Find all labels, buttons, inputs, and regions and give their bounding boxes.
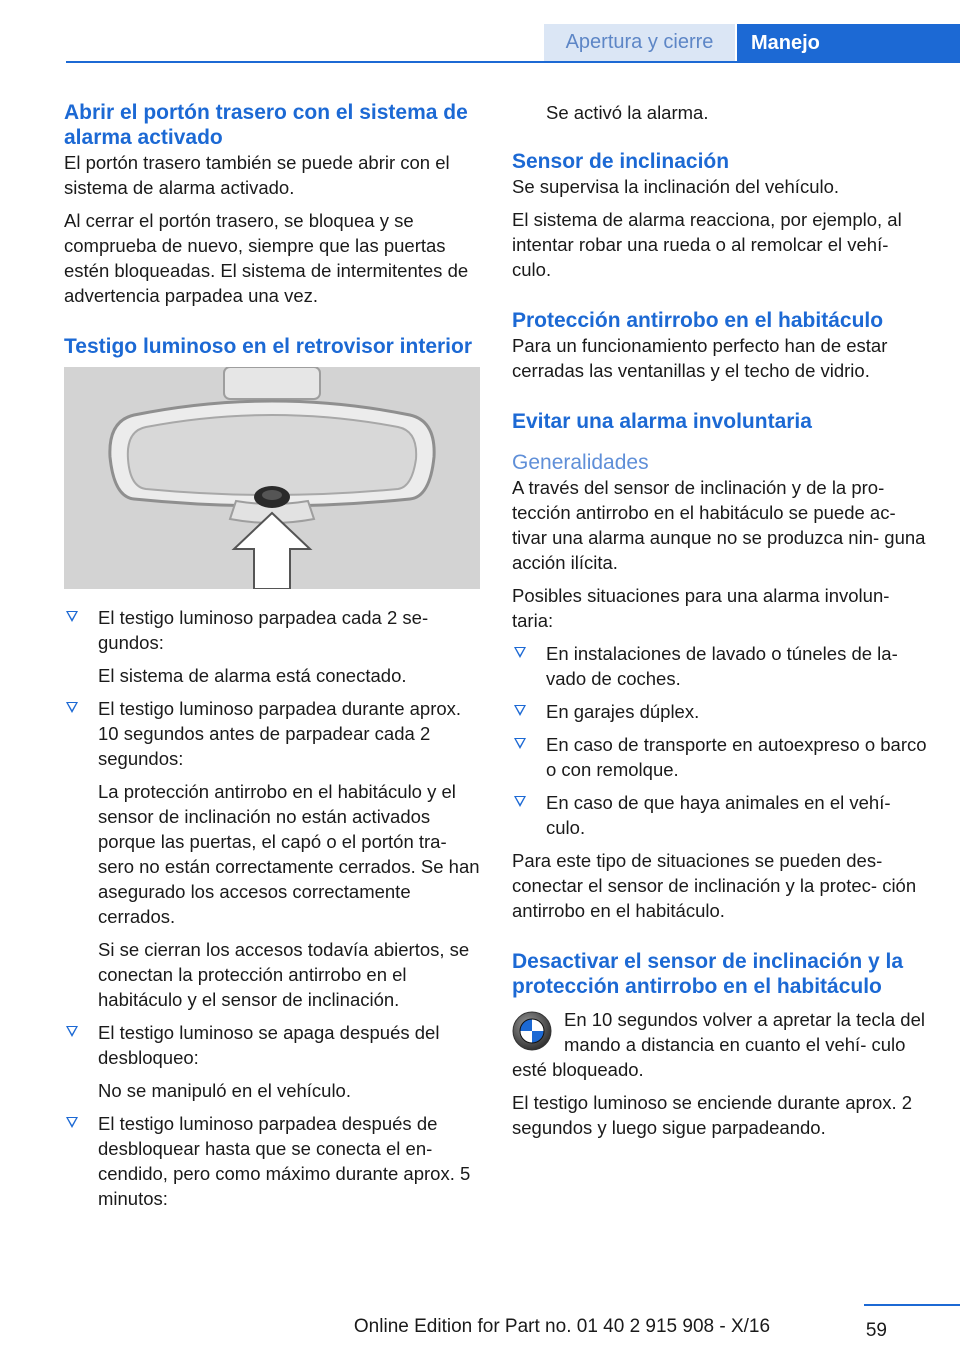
section-tab: Apertura y cierre	[544, 24, 735, 61]
paragraph: Para un funcionamiento perfecto han de estar cerradas las ventanillas y el techo de vidrio.	[512, 335, 888, 381]
triangle-bullet-icon	[66, 1117, 78, 1128]
list-item: El testigo luminoso parpadea después de desbloquear hasta que se conecta el en‐ cendido, pero como máximo durante aprox. 5 minutos:	[64, 1111, 480, 1211]
page-header	[0, 0, 960, 64]
triangle-bullet-icon	[514, 738, 526, 749]
triangle-bullet-icon	[514, 796, 526, 807]
triangle-bullet-icon	[66, 611, 78, 622]
list-continuation: Se activó la alarma.	[546, 102, 709, 123]
triangle-bullet-icon	[514, 647, 526, 658]
list-item: En caso de transporte en autoexpreso o barco o con remolque.	[512, 732, 928, 782]
paragraph: A través del sensor de inclinación y de la pro‐ tección antirrobo en el habitáculo se puede ac‐ tivar una alarma aunque no se produzca nin‐ guna acción ilícita.	[512, 477, 926, 573]
heading-interior-protection: Protección antirrobo en el habitáculo	[512, 309, 884, 332]
page-footer	[0, 1300, 960, 1362]
heading-general: Generalidades	[512, 451, 649, 474]
bmw-remote-button-icon	[512, 1011, 552, 1051]
situations-list	[512, 641, 928, 840]
online-edition-note: Online Edition for Part no. 01 40 2 915 908 - X/16	[353, 1316, 771, 1337]
list-item: El testigo luminoso parpadea cada 2 se‐ gundos: El sistema de alarma está conectado.	[64, 605, 480, 688]
paragraph-with-remote-button: En 10 segundos volver a apretar la tecla del mando a distancia en cuanto el vehí‐ culo esté bloqueado.	[512, 1009, 925, 1080]
paragraph: El testigo luminoso se enciende durante aprox. 2 segundos y luego sigue parpadeando.	[512, 1092, 913, 1138]
paragraph: El sistema de alarma reacciona, por ejemplo, al intentar robar una rueda o al remolcar el vehí‐ culo.	[512, 209, 902, 280]
heading-deactivate: Desactivar el sensor de inclinación y la protección antirrobo en el habitáculo	[512, 950, 904, 998]
heading-indicator-light: Testigo luminoso en el retrovisor interior	[64, 335, 473, 358]
rearview-mirror-icon	[64, 367, 480, 589]
header-rule	[66, 61, 960, 63]
list-item: En garajes dúplex.	[512, 699, 928, 724]
paragraph: Al cerrar el portón trasero, se bloquea y se comprueba de nuevo, siempre que las puertas estén bloqueadas. El sistema de intermitentes de advertencia parpadea una vez.	[64, 210, 469, 306]
paragraph: El portón trasero también se puede abrir con el sistema de alarma activado.	[64, 152, 450, 198]
triangle-bullet-icon	[66, 1026, 78, 1037]
paragraph: Para este tipo de situaciones se pueden des‐ conectar el sensor de inclinación y la protec‐ ción antirrobo en el habitáculo.	[512, 850, 917, 921]
list-item: En caso de que haya animales en el vehí‐ culo.	[512, 790, 928, 840]
paragraph: Se supervisa la inclinación del vehículo.	[512, 176, 840, 197]
chapter-tab: Manejo	[737, 24, 960, 63]
left-column	[64, 100, 480, 1219]
list-item: En instalaciones de lavado o túneles de la‐ vado de coches.	[512, 641, 928, 691]
heading-avoid-false-alarm: Evitar una alarma involuntaria	[512, 410, 812, 433]
right-column	[512, 100, 928, 1148]
indicator-list	[64, 605, 480, 1211]
page-number: 59	[865, 1320, 887, 1341]
list-item: El testigo luminoso se apaga después del desbloqueo: No se manipuló en el vehículo.	[64, 1020, 480, 1103]
triangle-bullet-icon	[514, 705, 526, 716]
triangle-bullet-icon	[66, 702, 78, 713]
list-item: El testigo luminoso parpadea durante aprox. 10 segundos antes de parpadear cada 2 segundos: La protección antirrobo en el habitáculo y el sensor de inclinación no están activados porque las puertas, el capó o el portón tra‐ sero no están correctamente cerrados. Se han asegurado los accesos correctamente cerrados. Si se cierran los accesos todavía abiertos, se conectan la protección antirrobo en el habitáculo y el sensor de inclinación.	[64, 696, 480, 1012]
heading-tilt-sensor: Sensor de inclinación	[512, 150, 730, 173]
footer-rule	[864, 1304, 960, 1306]
heading-open-tailgate: Abrir el portón trasero con el sistema de alarma activado	[64, 101, 468, 149]
paragraph: Posibles situaciones para una alarma involun‐ taria:	[512, 585, 890, 631]
rearview-mirror-illustration	[64, 367, 480, 589]
